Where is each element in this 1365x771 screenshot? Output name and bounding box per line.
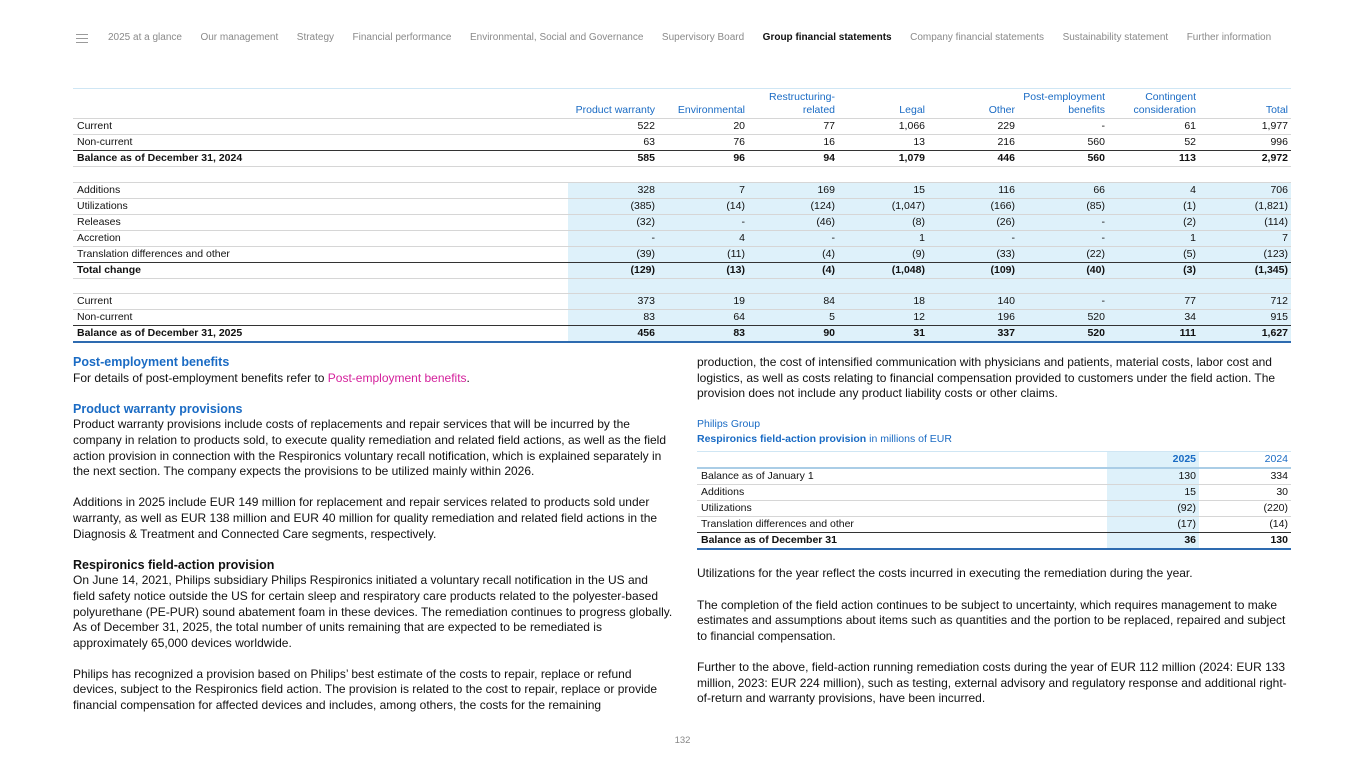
cell-value-2025: (17) [1107,517,1199,533]
table-row [73,246,1291,262]
cell-value: 16 [748,135,838,151]
cell-value: (32) [568,214,658,230]
cell-value: 169 [748,182,838,198]
row-label: Translation differences and other [73,246,568,262]
cell-value: (46) [748,214,838,230]
cell-value-2025: 15 [1107,485,1199,501]
cell-value: 77 [1108,294,1199,310]
cell-value [1018,278,1108,294]
cell-value: (8) [838,214,928,230]
column-header-text: Restructuring- [769,91,835,103]
uncertainty-paragraph: The completion of the field action continues to be subject to uncertainty, which requires management to make estimates and assumptions about items such as quantities and the portion to be replaced, repaired and subject to financial compensation. [697,597,1286,643]
product-warranty-heading: Product warranty provisions [73,401,243,416]
cell-value: (1,048) [838,262,928,278]
cell-value: 140 [928,294,1018,310]
row-label: Accretion [73,230,568,246]
table-row [73,182,1291,198]
cell-value: 18 [838,294,928,310]
nav-item-esg[interactable]: Environmental, Social and Governance [469,31,644,43]
row-label [73,167,568,183]
row-label: Translation differences and other [697,517,1107,533]
row-label: Total change [73,262,568,278]
column-header-text: consideration [1133,104,1196,116]
nav-item-at-a-glance[interactable]: 2025 at a glance [108,31,182,43]
cell-value [748,167,838,183]
cell-value: 915 [1199,310,1291,326]
cell-value: (1) [1108,198,1199,214]
table-caption-group: Philips Group [697,418,761,431]
cell-value: 77 [748,119,838,135]
table-row [697,485,1291,501]
respironics-paragraph-1: On June 14, 2021, Philips subsidiary Philips Respironics initiated a voluntary recall notification in the US and field safety notice outside the US for certain sleep and respiratory care products related to the polyester-based polyurethane (PE-PUR) sound abatement foam in these devices. The remediation continues to progress globally. As of December 31, 2025, the total number of units remaining that are expected to be remediated is approximately 65,000 devices worldwide. [73,573,673,650]
cell-value: 337 [928,326,1018,343]
product-warranty-paragraph-1: Product warranty provisions include costs of replacements and repair services that will be incurred by the company in relation to products sold, to execute quality remediation and related field actions, as well as the field action provision in connection with the Respironics voluntary recall notification, which is explained separately in the next section. The company expects the provisions to be utilized mainly within 2026. [73,417,667,479]
post-employment-section [73,355,673,386]
cell-value: (124) [748,198,838,214]
cell-value: 4 [658,230,748,246]
cell-value: 94 [748,151,838,167]
cell-value: (3) [1108,262,1199,278]
row-label: Balance as of December 31, 2024 [73,151,568,167]
cell-value: (166) [928,198,1018,214]
spacer-row [73,278,1291,294]
column-header [1018,89,1108,119]
cell-value: 522 [568,119,658,135]
cell-value: 1,079 [838,151,928,167]
cell-value: (2) [1108,214,1199,230]
table-caption-title: Respironics field-action provision [697,433,867,446]
nav-item-company-financial-statements[interactable]: Company financial statements [910,31,1045,43]
row-label [73,278,568,294]
cell-value: 1,627 [1199,326,1291,343]
nav-item-strategy[interactable]: Strategy [296,31,335,43]
table-row [73,214,1291,230]
cell-value: 560 [1018,151,1108,167]
column-header [1199,89,1291,119]
cell-value-2024: 30 [1199,485,1291,501]
table-row [73,230,1291,246]
row-label: Non-current [73,135,568,151]
cell-value: (22) [1018,246,1108,262]
cell-value: 63 [568,135,658,151]
column-header-text: Environmental [677,104,745,116]
column-header-text: related [802,104,835,116]
row-label: Balance as of December 31, 2025 [73,326,568,343]
table-row [73,294,1291,310]
cell-value: 1 [838,230,928,246]
cell-value: (39) [568,246,658,262]
cell-value [1108,167,1199,183]
cell-value: 2,972 [1199,151,1291,167]
cell-value: 116 [928,182,1018,198]
column-header [568,89,658,119]
cell-value: 5 [748,310,838,326]
row-label: Utilizations [697,501,1107,517]
nav-item-sustainability-statement[interactable]: Sustainability statement [1062,31,1169,43]
column-header-text: Other [988,104,1015,116]
cell-value: - [1018,214,1108,230]
product-warranty-section [73,402,673,480]
table-row [697,517,1291,533]
cell-value: (9) [838,246,928,262]
cell-value-2024: 130 [1199,533,1291,550]
cell-value: 7 [658,182,748,198]
row-label: Releases [73,214,568,230]
cell-value: 61 [1108,119,1199,135]
running-costs-paragraph: Further to the above, field-action running remediation costs during the year of EUR 112 million (2024: EUR 133 million, 2023: EUR 224 million), such as testing, external advisory and regulatory response and additional right-of-return and warranty provisions, have been incurred. [697,659,1287,706]
cell-value: (14) [658,198,748,214]
cell-value: 1,066 [838,119,928,135]
cell-value: (26) [928,214,1018,230]
cell-value-2024: (14) [1199,517,1291,533]
header-label-cell [73,89,568,119]
cell-value: 7 [1199,230,1291,246]
cell-value: (385) [568,198,658,214]
cell-value: 20 [658,119,748,135]
cell-value: (129) [568,262,658,278]
cell-value: 12 [838,310,928,326]
cell-value [658,278,748,294]
cell-value [568,167,658,183]
right-text-column [697,355,1293,722]
cell-value [1018,167,1108,183]
cell-value: 216 [928,135,1018,151]
cell-value: 111 [1108,326,1199,343]
cell-value [928,167,1018,183]
cell-value: 19 [658,294,748,310]
cell-value [838,167,928,183]
cell-value: 712 [1199,294,1291,310]
column-header [1108,89,1199,119]
cell-value: (1,047) [838,198,928,214]
nav-item-financial-performance[interactable]: Financial performance [352,31,452,43]
cell-value: 83 [568,310,658,326]
header-label-cell [697,452,1107,469]
respironics-heading: Respironics field-action provision [73,557,275,572]
table-row [73,262,1291,278]
cell-value: 113 [1108,151,1199,167]
cell-value [838,278,928,294]
cell-value: - [1018,294,1108,310]
cell-value: 84 [748,294,838,310]
cell-value: 560 [1018,135,1108,151]
respironics-paragraph-2: Philips has recognized a provision based on Philips’ best estimate of the costs to repair, replace or refund devices, subject to the Respironics field action. The provision is related to the cost to repair, replace or provide financial compensation for affected devices and includes, among others, the costs for the remaining [73,666,658,713]
cell-value: 996 [1199,135,1291,151]
continuation-paragraph: production, the cost of intensified communication with physicians and patients, material costs, labor cost and logistics, as well as costs relating to financial compensation provided to customers under the field action. The provision does not include any product liability costs or other claims. [697,355,1276,401]
cell-value: 585 [568,151,658,167]
cell-value-2025: 130 [1107,468,1199,485]
post-employment-text: For details of post-employment benefits refer to [73,370,328,385]
cell-value: (109) [928,262,1018,278]
page-number: 132 [674,735,691,746]
cell-value: 1 [1108,230,1199,246]
column-header-text: Product warranty [575,104,655,116]
row-label: Utilizations [73,198,568,214]
post-employment-heading: Post-employment benefits [73,355,230,369]
header-2025: 2025 [1107,452,1199,469]
column-header-text: Legal [899,104,925,116]
column-header-text: benefits [1068,104,1105,116]
field-action-table-header [697,452,1291,469]
table-row [73,310,1291,326]
cell-value: 13 [838,135,928,151]
cell-value: 456 [568,326,658,343]
cell-value: (11) [658,246,748,262]
field-action-table-caption [697,417,1293,447]
cell-value: (85) [1018,198,1108,214]
cell-value: 66 [1018,182,1108,198]
cell-value: (1,821) [1199,198,1291,214]
cell-value: 64 [658,310,748,326]
nav-item-further-information[interactable]: Further information [1186,31,1272,43]
cell-value: 229 [928,119,1018,135]
table-caption-unit: in millions of EUR [866,433,952,446]
cell-value: 706 [1199,182,1291,198]
cell-value: - [568,230,658,246]
nav-item-our-management[interactable]: Our management [200,31,279,43]
row-label: Additions [73,182,568,198]
cell-value [1199,167,1291,183]
row-label: Balance as of January 1 [697,468,1107,485]
cell-value: - [748,230,838,246]
cell-value: 1,977 [1199,119,1291,135]
cell-value: 196 [928,310,1018,326]
provisions-table [73,88,1291,343]
cell-value: 83 [658,326,748,343]
column-header-text: Total [1265,104,1288,116]
cell-value: 328 [568,182,658,198]
cell-value: 520 [1018,326,1108,343]
cell-value: 52 [1108,135,1199,151]
column-header [748,89,838,119]
hamburger-menu-icon[interactable] [76,34,88,43]
table-row [73,198,1291,214]
column-header-text: Post-employment [1023,91,1105,103]
cell-value: 31 [838,326,928,343]
row-label: Balance as of December 31 [697,533,1107,550]
cell-value-2024: (220) [1199,501,1291,517]
cell-value [928,278,1018,294]
cell-value: (1,345) [1199,262,1291,278]
column-header-text: Contingent [1145,91,1196,103]
cell-value-2025: (92) [1107,501,1199,517]
row-label: Current [73,119,568,135]
field-action-provision-table [697,451,1291,550]
header-2024: 2024 [1199,452,1291,469]
cell-value: (13) [658,262,748,278]
cell-value: 96 [658,151,748,167]
cell-value: 373 [568,294,658,310]
cell-value: - [1018,230,1108,246]
cell-value: 15 [838,182,928,198]
cell-value-2025: 36 [1107,533,1199,550]
column-header [658,89,748,119]
cell-value: (33) [928,246,1018,262]
utilizations-paragraph: Utilizations for the year reflect the costs incurred in executing the remediation during the year. [697,566,1193,581]
provisions-table-header [73,89,1291,119]
cell-value [1108,278,1199,294]
table-row [73,135,1291,151]
top-navigation [0,0,1365,74]
table-row [73,151,1291,167]
post-employment-text-end: . [466,370,470,385]
cell-value [1199,278,1291,294]
row-label: Additions [697,485,1107,501]
respironics-section [73,558,673,652]
table-row [73,119,1291,135]
cell-value: 34 [1108,310,1199,326]
row-label: Non-current [73,310,568,326]
table-row [73,326,1291,343]
nav-item-supervisory-board[interactable]: Supervisory Board [661,31,745,43]
cell-value: 446 [928,151,1018,167]
cell-value: (5) [1108,246,1199,262]
cell-value: (114) [1199,214,1291,230]
row-label: Current [73,294,568,310]
cell-value [568,278,658,294]
left-text-column [73,355,673,729]
product-warranty-paragraph-2: Additions in 2025 include EUR 149 million for replacement and repair services related to products sold under warranty, as well as EUR 138 million and EUR 40 million for quality remediation and related field actions in the Diagnosis & Treatment and Connected Care segments, respectively. [73,495,658,541]
cell-value: 4 [1108,182,1199,198]
cell-value: (4) [748,262,838,278]
cell-value: 76 [658,135,748,151]
cell-value: - [658,214,748,230]
post-employment-benefits-link[interactable]: Post-employment benefits [327,370,467,385]
cell-value: (123) [1199,246,1291,262]
column-header [838,89,928,119]
spacer-row [73,167,1291,183]
table-row [697,468,1291,485]
cell-value: 520 [1018,310,1108,326]
column-header [928,89,1018,119]
nav-item-group-financial-statements[interactable]: Group financial statements [762,31,892,43]
cell-value [748,278,838,294]
cell-value: 90 [748,326,838,343]
cell-value: (4) [748,246,838,262]
cell-value: - [928,230,1018,246]
table-row [697,533,1291,550]
cell-value: - [1018,119,1108,135]
table-row [697,501,1291,517]
cell-value-2024: 334 [1199,468,1291,485]
cell-value [658,167,748,183]
cell-value: (40) [1018,262,1108,278]
